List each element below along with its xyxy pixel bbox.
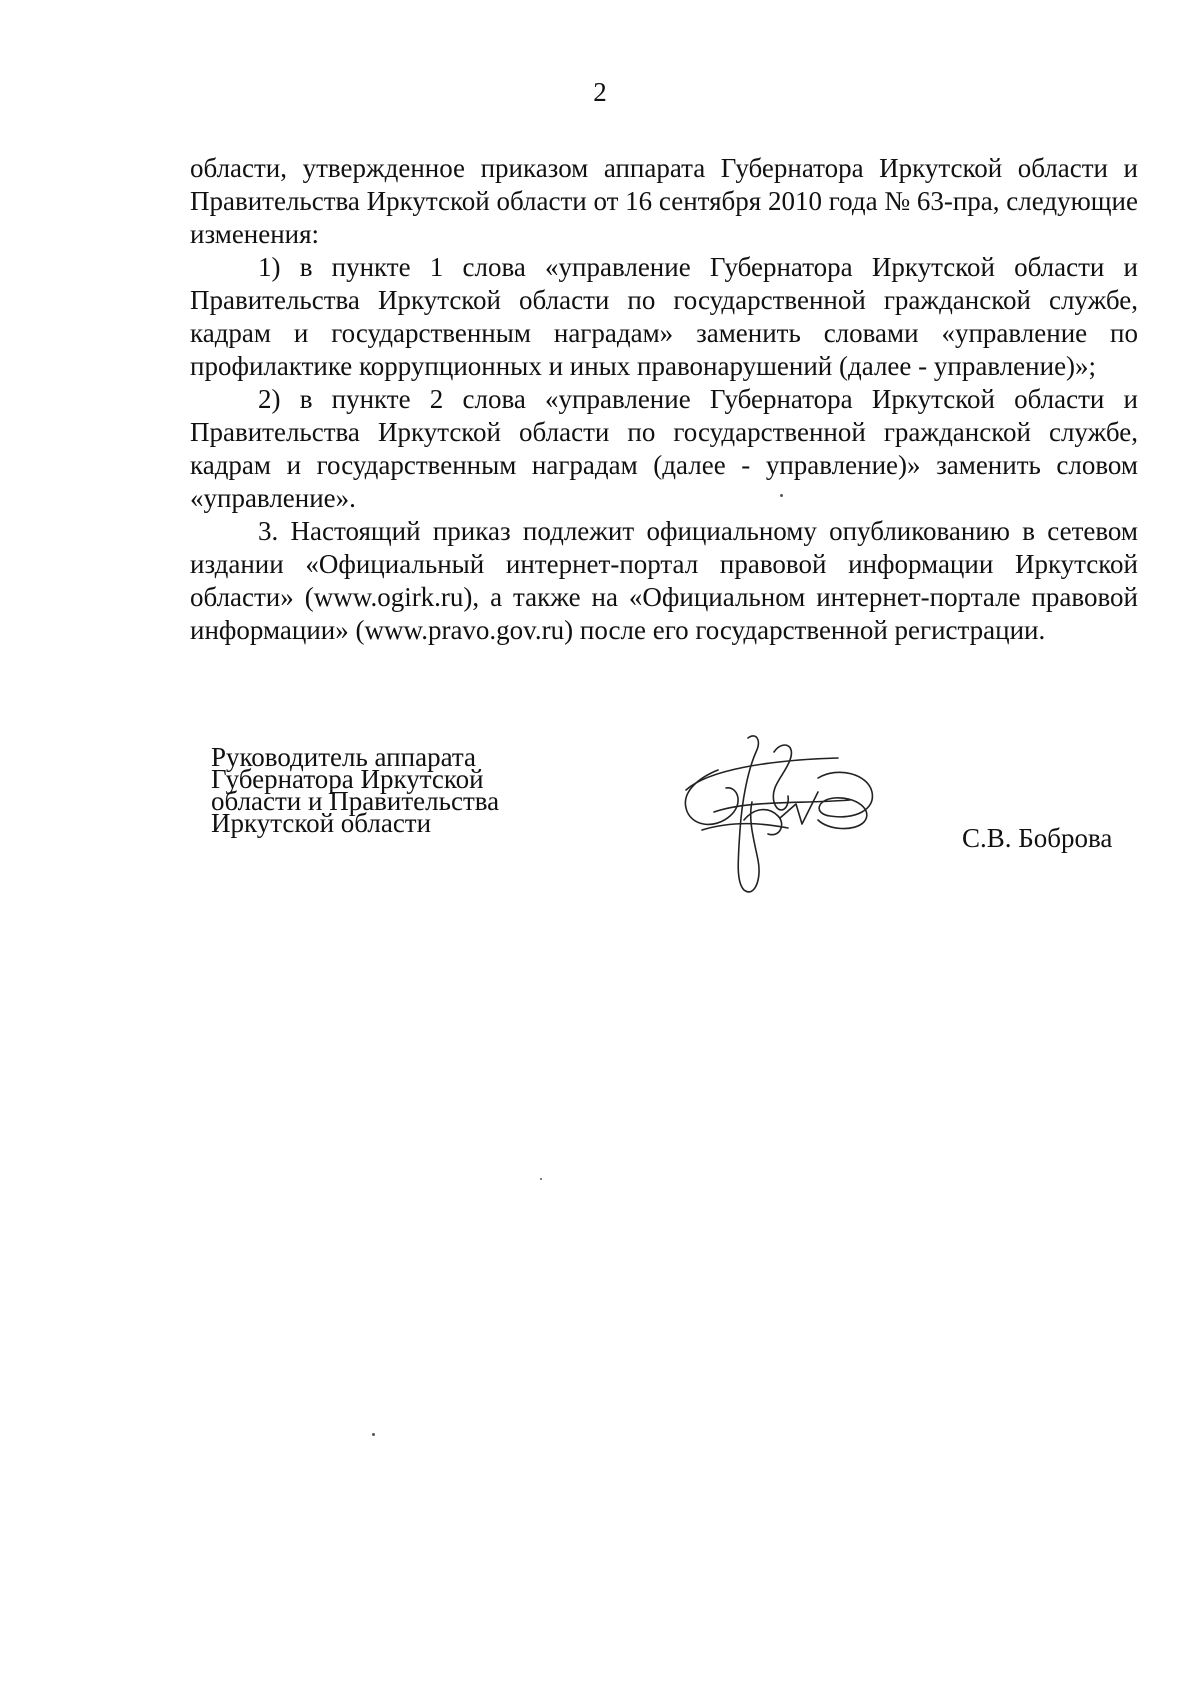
page-number: 2 [593, 77, 607, 107]
signatory-title-line: Губернатора Иркутской [211, 764, 484, 794]
paragraph-continuation: области, утвержденное приказом аппарата Губернатора Иркутской области и Правительства Иркутской области от 16 сентября 2010 года № 63-пра, следующие изменения: [190, 153, 1138, 249]
signatory-title-line: Руководитель аппарата [211, 742, 476, 772]
paragraph-item-2: 2) в пункте 2 слова «управление Губернатора Иркутской области и Правительства Иркутской области по государственной гражданской службе, кадрам и государственным наградам (далее - управление)» заменить словом «управление». [190, 384, 1138, 513]
handwritten-signature [678, 730, 898, 900]
signatory-title-line: области и Правительства [211, 786, 500, 816]
signer-name: С.В. Боброва [962, 823, 1113, 853]
scan-speck [540, 1178, 542, 1180]
document-body [190, 152, 1138, 647]
scan-speck [372, 1433, 375, 1436]
paragraph-item-1: 1) в пункте 1 слова «управление Губернатора Иркутской области и Правительства Иркутской области по государственной гражданской службе, кадрам и государственным наградам» заменить словами «управление по профилактике коррупционных и иных правонарушений (далее - управление)»; [190, 252, 1138, 381]
scan-speck [780, 494, 783, 497]
signatory-title [211, 742, 541, 838]
paragraph-item-3: 3. Настоящий приказ подлежит официальному опубликованию в сетевом издании «Официальный интернет-портал правовой информации Иркутской области» (www.ogirk.ru), а также на «Официальном интернет-портале правовой информации» (www.pravo.gov.ru) после его государственной регистрации. [190, 516, 1138, 645]
signatory-title-line: Иркутской области [211, 808, 432, 838]
